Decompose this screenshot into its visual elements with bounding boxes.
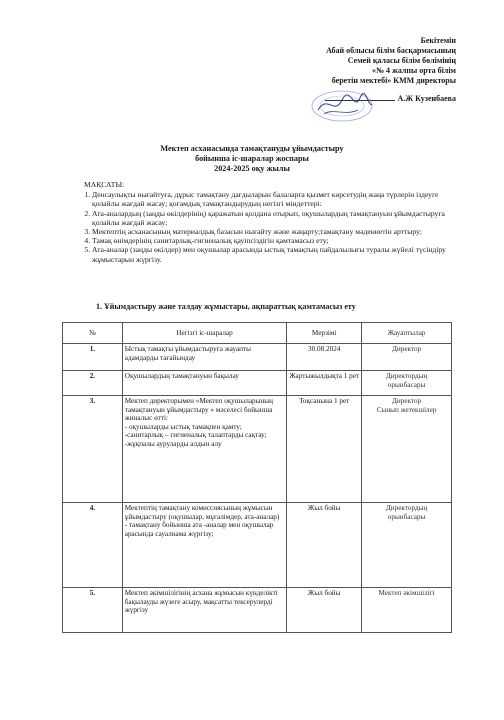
- row-responsible: [362, 503, 452, 588]
- responsible-text: Директор: [391, 345, 422, 353]
- section-title: 1. Ұйымдастыру және талдау жұмыстары, ақпараттық қамтамасыз ету: [96, 302, 356, 311]
- approval-line: беретін мектебі» КММ директоры: [331, 76, 456, 85]
- title-line-1: Мектеп асханасында тамақтануды ұйымдастыру: [160, 144, 344, 153]
- goal-item: 4. Тамақ өнімдерінің санитарлық-гигиеналық қауіпсіздігін қамтамасыз ету;: [92, 236, 454, 245]
- goals-list: [74, 190, 454, 264]
- responsible-text: Директор: [391, 397, 422, 405]
- stamp-signature-icon: [308, 86, 376, 124]
- activity-text: Ыстық тамақты ұйымдастыруға жауапты адамдарды тағайындау: [124, 345, 251, 362]
- goal-item: 2. Ата-аналардың (заңды өкілдерінің) қаражатын қолдана отырып, оқушылардың тамақтануын ұйымдастыруға қолайлы жағдай жасау;: [92, 209, 454, 227]
- activity-text: Мектеп директорымен «Мектеп оқушыларының тамақтануын ұйымдастыру » мәселесі бойынша жиналыс өтті:: [124, 397, 273, 423]
- row-activity: [122, 344, 286, 371]
- row-responsible: [362, 588, 452, 633]
- row-num: 4.: [63, 503, 123, 588]
- row-activity: [122, 396, 286, 503]
- goals-section: [74, 180, 454, 264]
- row-activity: [122, 503, 286, 588]
- document-title: [0, 144, 504, 174]
- responsible-text: Мектеп әкімшілігі: [378, 589, 435, 597]
- activity-text: Мектеп әкімшілігінің асхана жұмысын күнделікті бақылауды жүзеге асыру, мақсатты тексерулерді жүргізу: [124, 589, 278, 615]
- responsible-text: орынбасары: [387, 512, 426, 521]
- row-responsible: [362, 344, 452, 371]
- plan-table: [62, 322, 452, 633]
- signature-name: А.Ж Кузенбаева: [397, 94, 456, 103]
- row-num: 3.: [63, 396, 123, 503]
- row-num: 5.: [63, 588, 123, 633]
- approval-line: Абай облысы білім басқармасының: [326, 46, 456, 55]
- row-term: 30.08.2024: [287, 344, 362, 371]
- row-activity: [122, 371, 286, 396]
- table-row: [63, 588, 452, 633]
- row-num: 1.: [63, 344, 123, 371]
- activity-text: -жұқпалы ауруларды алдын алу: [124, 439, 222, 448]
- responsible-text: Директордың: [385, 504, 428, 512]
- approval-line: Семей қаласы білім бөлімінің: [347, 56, 456, 65]
- header-num: №: [63, 323, 123, 344]
- row-responsible: [362, 371, 452, 396]
- table-row: [63, 371, 452, 396]
- table-header-row: [63, 323, 452, 344]
- responsible-text: орынбасары: [387, 380, 426, 389]
- row-num: 2.: [63, 371, 123, 396]
- goal-item: 3. Мектептің асханасының материалдық базасын нығайту және жаңарту;тамақтану мәдениетін арттыру;: [92, 227, 454, 236]
- table-row: [63, 503, 452, 588]
- row-term: Жартыжылдықта 1 рет: [287, 371, 362, 396]
- row-term: Жыл бойы: [287, 588, 362, 633]
- table-row: [63, 396, 452, 503]
- header-activity: Негізгі іс-шаралар: [122, 323, 286, 344]
- row-activity: [122, 588, 286, 633]
- approval-line: Бекітемін: [420, 36, 456, 45]
- title-line-2: бойынша іс-шаралар жоспары: [195, 154, 309, 163]
- row-term: Тоқсанына 1 рет: [287, 396, 362, 503]
- header-responsible: Жауаптылар: [362, 323, 452, 344]
- activity-text: Оқушылардың тамақтануын бақылау: [124, 372, 239, 380]
- table-row: [63, 344, 452, 371]
- activity-text: - оқушыларды ыстық тамақпен қамту;: [124, 422, 242, 431]
- title-line-3: 2024-2025 оқу жылы: [214, 164, 290, 173]
- approval-line: «№ 4 жалпы орта білім: [371, 66, 456, 75]
- activity-text: Мектептің тамақтану комиссиясының жұмысын ұйымдастыру (оқушылар, мұғалімдер, ата-аналар): [124, 504, 280, 521]
- row-responsible: [362, 396, 452, 503]
- header-term: Мерзімі: [287, 323, 362, 344]
- responsible-text: Директордың: [385, 372, 428, 380]
- activity-text: - тамақтану бойынша ата -аналар мен оқушылар арасында сауалнама жүргізу;: [124, 521, 274, 538]
- goals-heading: МАҚСАТЫ:: [84, 180, 125, 189]
- goal-item: 1. Денсаулықты нығайтуға, дұрыс тамақтану дағдыларын балаларға қызмет көрсетудің жаңа түрлерін іздеуге қолайлы жағдай жасау; қоғамдық тамақтандырудың негізгі міндеттері:: [92, 190, 454, 208]
- activity-text: -санитарлық – гигиеналық талаптарды сақтау;: [124, 431, 267, 440]
- responsible-text: Сынып жетекшілер: [376, 405, 437, 414]
- row-term: Жыл бойы: [287, 503, 362, 588]
- goal-item: 5. Ата-аналар (заңды өкілдер) мен оқушылар арасында ыстық тамақтың пайдалылығы туралы жүйелі түсіндіру жұмыстарын жүргізу.: [92, 245, 454, 263]
